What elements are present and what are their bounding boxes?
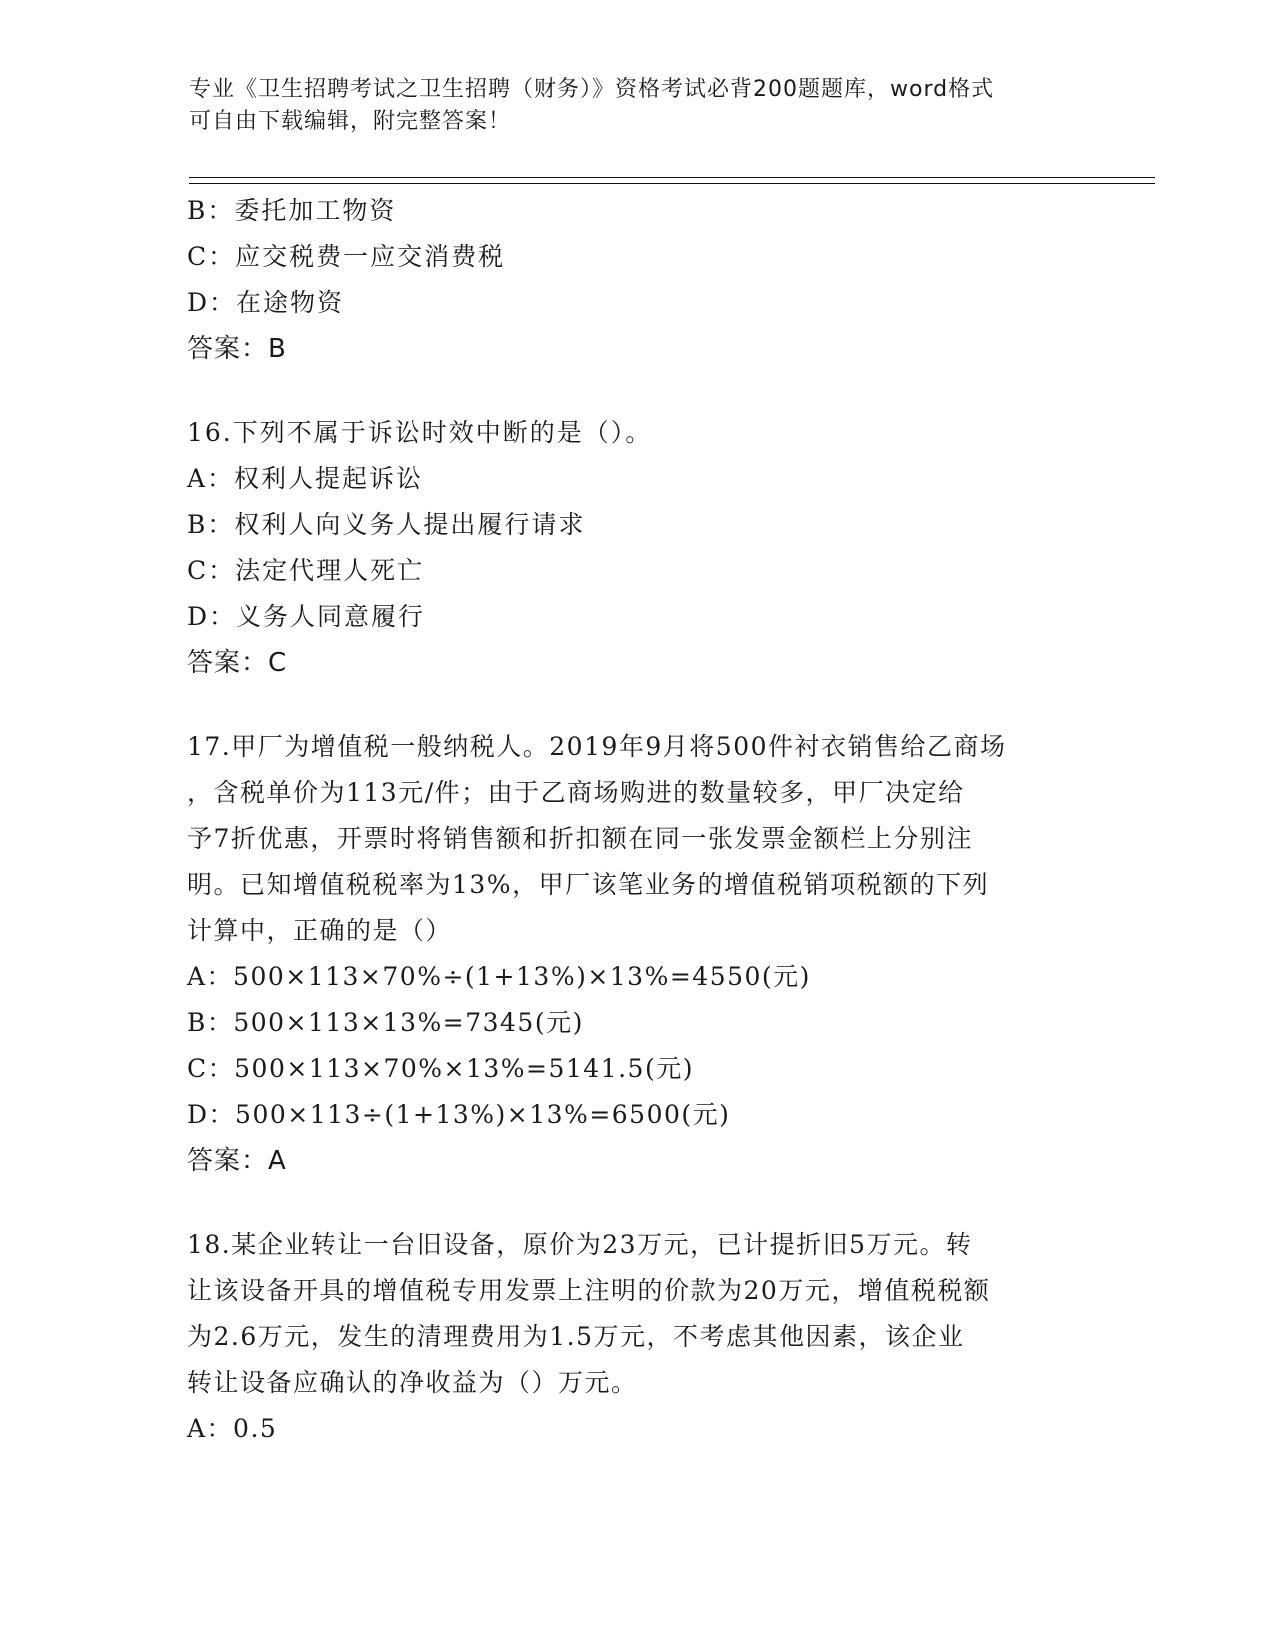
option-c: C：法定代理人死亡: [187, 556, 425, 585]
header-divider-bottom: [189, 183, 1155, 184]
document-header: [189, 74, 1069, 138]
option-c: C：500×113×70%×13%=5141.5(元): [187, 1054, 694, 1083]
option-a: A：权利人提起诉讼: [187, 464, 424, 493]
question-17: [187, 724, 1087, 1184]
option-a: A：0.5: [187, 1414, 278, 1443]
question-stem-line-1: 17.甲厂为增值税一般纳税人。2019年9月将500件衬衣销售给乙商场: [187, 732, 1007, 761]
header-title-line-1: 专业《卫生招聘考试之卫生招聘（财务）》资格考试必背200题题库，word格式: [189, 77, 995, 102]
option-d: D：义务人同意履行: [187, 602, 426, 631]
question-stem-line-2: 让该设备开具的增值税专用发票上注明的价款为20万元，增值税税额: [187, 1276, 991, 1305]
question-stem-line-4: 转让设备应确认的净收益为（）万元。: [187, 1368, 638, 1397]
option-b: B：500×113×13%=7345(元): [187, 1008, 584, 1037]
question-15: [187, 188, 1087, 372]
answer: 答案：C: [187, 648, 288, 678]
question-18: [187, 1222, 1087, 1452]
question-stem-line-3: 为2.6万元，发生的清理费用为1.5万元，不考虑其他因素，该企业: [187, 1322, 965, 1351]
question-stem-line-4: 明。已知增值税税率为13%，甲厂该笔业务的增值税销项税额的下列: [187, 870, 990, 899]
question-stem-line-3: 予7折优惠，开票时将销售额和折扣额在同一张发票金额栏上分别注: [187, 824, 973, 853]
option-c: C：应交税费一应交消费税: [187, 242, 506, 271]
question-stem-line-1: 18.某企业转让一台旧设备，原价为23万元，已计提折旧5万元。转: [187, 1230, 973, 1259]
question-stem: 16.下列不属于诉讼时效中断的是（）。: [187, 418, 653, 447]
option-b: B：权利人向义务人提出履行请求: [187, 510, 586, 539]
header-divider-top: [189, 177, 1155, 178]
option-b: B：委托加工物资: [187, 196, 397, 225]
option-d: D：500×113÷(1+13%)×13%=6500(元): [187, 1100, 731, 1129]
question-stem-line-2: ，含税单价为113元/件；由于乙商场购进的数量较多，甲厂决定给: [187, 778, 965, 807]
question-16: [187, 410, 1087, 686]
question-stem-line-5: 计算中，正确的是（）: [187, 916, 453, 945]
option-a: A：500×113×70%÷(1+13%)×13%=4550(元): [187, 962, 811, 991]
option-d: D：在途物资: [187, 288, 345, 317]
header-title-line-2: 可自由下载编辑，附完整答案！: [189, 109, 512, 134]
answer: 答案：A: [187, 1146, 287, 1176]
answer: 答案：B: [187, 334, 287, 364]
question-content: [187, 188, 1087, 1452]
